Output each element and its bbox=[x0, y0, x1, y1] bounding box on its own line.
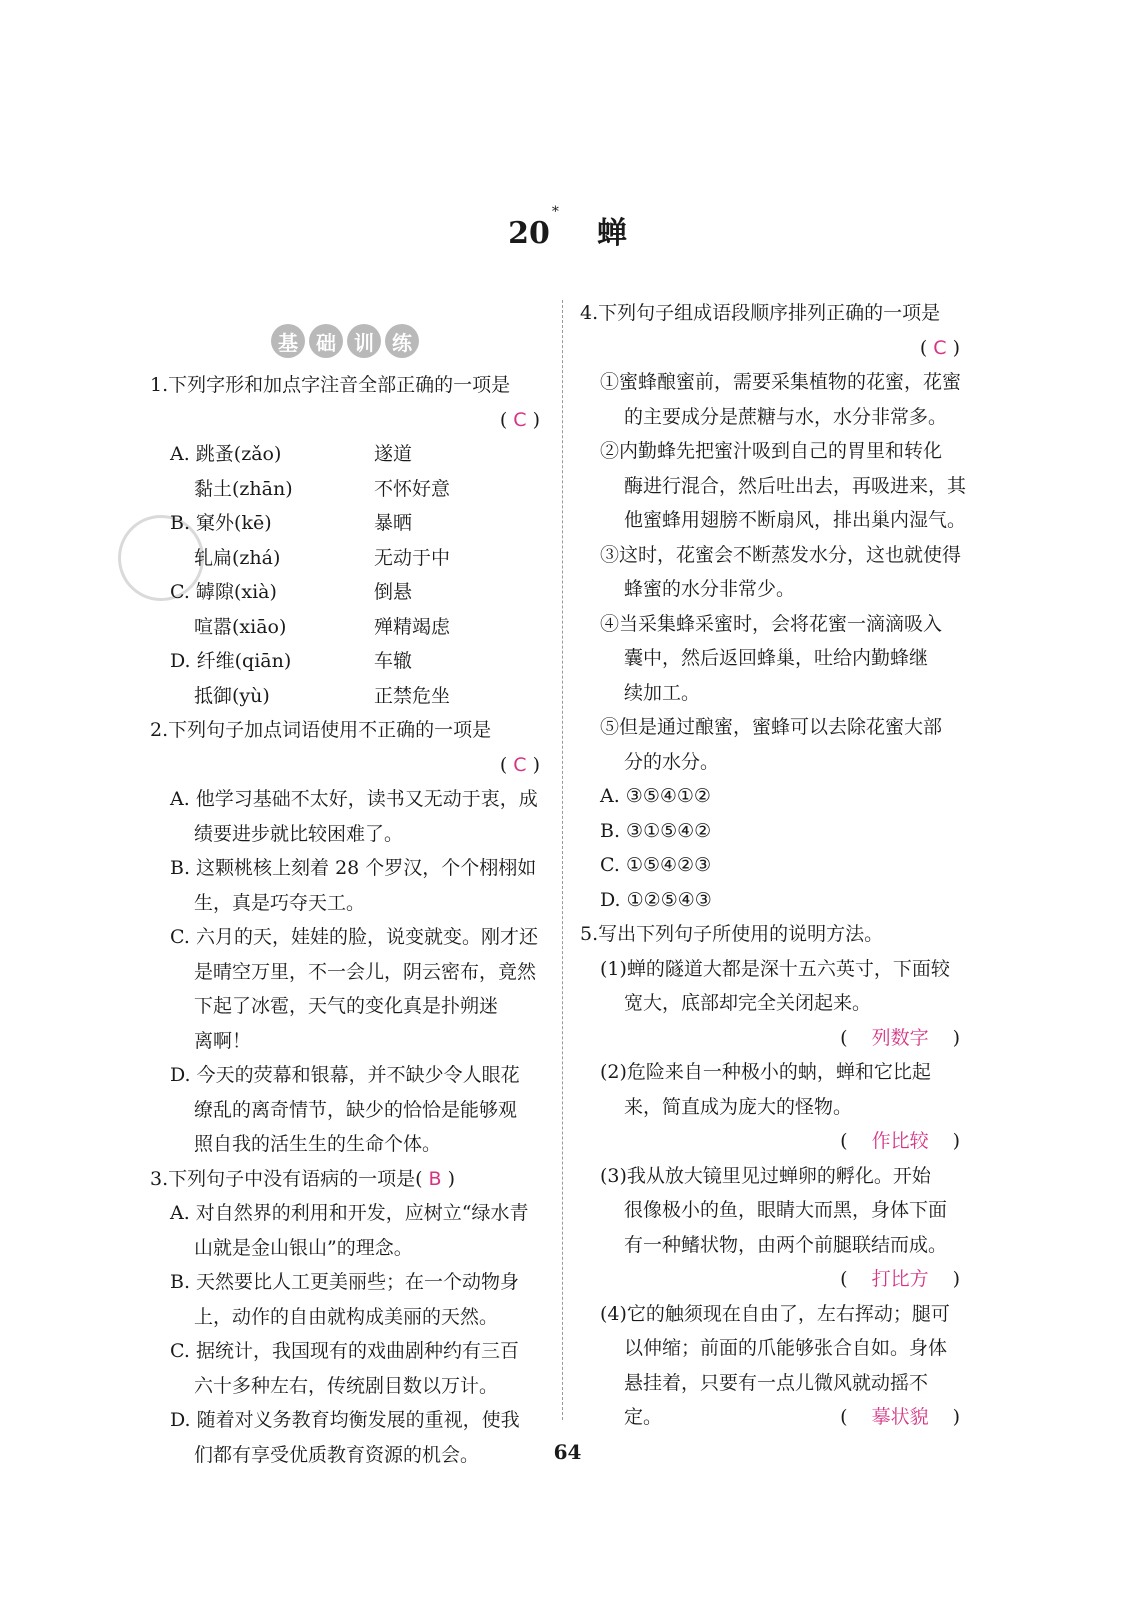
q5-answer-2: 作比较 bbox=[871, 1130, 929, 1152]
q4-line: ②内勤蜂先把蜜汁吸到自己的胃里和转化 bbox=[600, 440, 943, 462]
q5-line: 宽大，底部却完全关闭起来。 bbox=[624, 992, 872, 1014]
q5-line: 有一种鳍状物，由两个前腿联结而成。 bbox=[624, 1233, 948, 1256]
q4-answer-row: ( C ) bbox=[919, 336, 960, 359]
q4-line: ①蜜蜂酿蜜前，需要采集植物的花蜜，花蜜 bbox=[600, 371, 962, 393]
q4-option: D. ①②⑤④③ bbox=[600, 888, 712, 911]
q1-option-row: A. 跳蚤(zǎo) 遂道 bbox=[170, 443, 413, 465]
q5-line: 悬挂着，只要有一点儿微风就动摇不 bbox=[624, 1371, 929, 1394]
q5-line: (3)我从放大镜里见过蝉卵的孵化。开始 bbox=[600, 1164, 931, 1187]
q1-option-row: C. 罅隙(xià) 倒悬 bbox=[170, 581, 413, 603]
q1-answer-row: ( C ) bbox=[499, 408, 540, 431]
q3-stem: 3.下列句子中没有语病的一项是( B ) bbox=[150, 1167, 456, 1190]
q5-line: 以伸缩；前面的爪能够张合自如。身体 bbox=[624, 1337, 948, 1359]
page-title: 20*蝉 bbox=[508, 204, 627, 251]
q5-answer-row: ( 作比较 ) bbox=[840, 1130, 960, 1152]
q5-answer-1: 列数字 bbox=[871, 1026, 929, 1049]
q1-option-row: D. 纤维(qiān) 车辙 bbox=[170, 650, 413, 672]
q3-line: B. 天然要比人工更美丽些；在一个动物身 bbox=[170, 1271, 520, 1293]
q2-line: 是晴空万里，不一会儿，阴云密布，竟然 bbox=[194, 960, 537, 983]
q2-line: C. 六月的天，娃娃的脸，说变就变。刚才还 bbox=[170, 926, 538, 948]
q3-line: 上，动作的自由就构成美丽的天然。 bbox=[194, 1305, 499, 1328]
q2-stem: 2.下列句子加点词语使用不正确的一项是 bbox=[150, 719, 492, 741]
page-number: 64 bbox=[553, 1440, 582, 1464]
q5-line: (2)危险来自一种极小的蚋，蝉和它比起 bbox=[600, 1061, 931, 1083]
q5-line: (4)它的触须现在自由了，左右挥动；腿可 bbox=[600, 1302, 950, 1325]
q4-line: 续加工。 bbox=[624, 681, 701, 704]
q5-line: 来，简直成为庞大的怪物。 bbox=[624, 1095, 853, 1118]
q1-stem: 1.下列字形和加点字注音全部正确的一项是 bbox=[150, 374, 511, 396]
q4-option: A. ③⑤④①② bbox=[600, 785, 711, 807]
q1-option-row: 黏土(zhān) 不怀好意 bbox=[194, 477, 451, 500]
q2-line: 下起了冰雹，天气的变化真是扑朔迷 bbox=[194, 995, 499, 1017]
q5-answer-4: 摹状貌 bbox=[871, 1406, 929, 1428]
q2-line: 离啊！ bbox=[194, 1029, 252, 1052]
q5-line: 很像极小的鱼，眼睛大而黑，身体下面 bbox=[624, 1199, 948, 1221]
q4-line: 囊中，然后返回蜂巢，吐给内勤蜂继 bbox=[624, 647, 929, 669]
q4-option: C. ①⑤④②③ bbox=[600, 854, 712, 876]
q2-line: 绩要进步就比较困难了。 bbox=[194, 822, 404, 845]
q5-stem: 5.写出下列句子所使用的说明方法。 bbox=[580, 923, 884, 945]
q4-line: 酶进行混合，然后吐出去，再吸进来，其 bbox=[624, 474, 967, 497]
q4-line: 蜂蜜的水分非常少。 bbox=[624, 578, 796, 600]
q4-line: ③这时，花蜜会不断蒸发水分，这也就使得 bbox=[600, 543, 962, 566]
q1-option-row: B. 窠外(kē) 暴晒 bbox=[170, 512, 413, 534]
q5-answer-3: 打比方 bbox=[871, 1268, 929, 1290]
column-divider bbox=[562, 300, 563, 1420]
q3-line: 山就是金山银山”的理念。 bbox=[194, 1236, 413, 1259]
q4-line: 的主要成分是蔗糖与水，水分非常多。 bbox=[624, 405, 948, 428]
q2-line: D. 今天的荧幕和银幕，并不缺少令人眼花 bbox=[170, 1064, 520, 1086]
q3-line: A. 对自然界的利用和开发，应树立“绿水青 bbox=[170, 1202, 529, 1224]
q3-line: 六十多种左右，传统剧目数以万计。 bbox=[194, 1374, 499, 1397]
q4-line: ④当采集蜂采蜜时，会将花蜜一滴滴吸入 bbox=[600, 612, 943, 635]
q5-line: (1)蝉的隧道大都是深十五六英寸，下面较 bbox=[600, 957, 950, 980]
right-column bbox=[580, 296, 967, 1435]
q2-answer: C bbox=[513, 753, 527, 776]
q4-line: ⑤但是通过酿蜜，蜜蜂可以去除花蜜大部 bbox=[600, 716, 943, 738]
q2-line: 缭乱的离奇情节，缺少的恰恰是能够观 bbox=[194, 1098, 518, 1121]
q2-line: 生，真是巧夺天工。 bbox=[194, 891, 366, 914]
q3-line: C. 据统计，我国现有的戏曲剧种约有三百 bbox=[170, 1340, 519, 1362]
q2-answer-row: ( C ) bbox=[499, 753, 540, 776]
q2-line: B. 这颗桃核上刻着 28 个罗汉，个个栩栩如 bbox=[170, 857, 537, 879]
q2-line: 照自我的活生生的生命个体。 bbox=[194, 1133, 442, 1155]
q3-line: D. 随着对义务教育均衡发展的重视，使我 bbox=[170, 1409, 520, 1431]
q2-line: A. 他学习基础不太好，读书又无动于衷，成 bbox=[170, 788, 538, 810]
q4-line: 他蜜蜂用翅膀不断扇风，排出巢内湿气。 bbox=[624, 509, 967, 531]
q1-option-row: 轧扁(zhá) 无动于中 bbox=[194, 546, 451, 569]
left-column bbox=[150, 320, 540, 1472]
q4-option: B. ③①⑤④② bbox=[600, 819, 712, 842]
q3-answer: B bbox=[428, 1167, 442, 1190]
q4-stem: 4.下列句子组成语段顺序排列正确的一项是 bbox=[580, 302, 941, 324]
q5-answer-row: ( 列数字 ) bbox=[840, 1026, 960, 1049]
q1-answer: C bbox=[513, 408, 527, 431]
q1-option-row: 抵御(yù) 正禁危坐 bbox=[194, 684, 451, 707]
q5-last-line: 定。 ( 摹状貌 ) bbox=[624, 1406, 960, 1428]
q1-option-row: 喧嚣(xiāo) 殚精竭虑 bbox=[194, 615, 451, 638]
q5-answer-row: ( 打比方 ) bbox=[840, 1268, 960, 1290]
section-badge: 基 础 训 练 bbox=[150, 324, 540, 358]
q4-line: 分的水分。 bbox=[624, 750, 720, 773]
q4-answer: C bbox=[933, 336, 947, 359]
q3-line: 们都有享受优质教育资源的机会。 bbox=[194, 1443, 480, 1466]
